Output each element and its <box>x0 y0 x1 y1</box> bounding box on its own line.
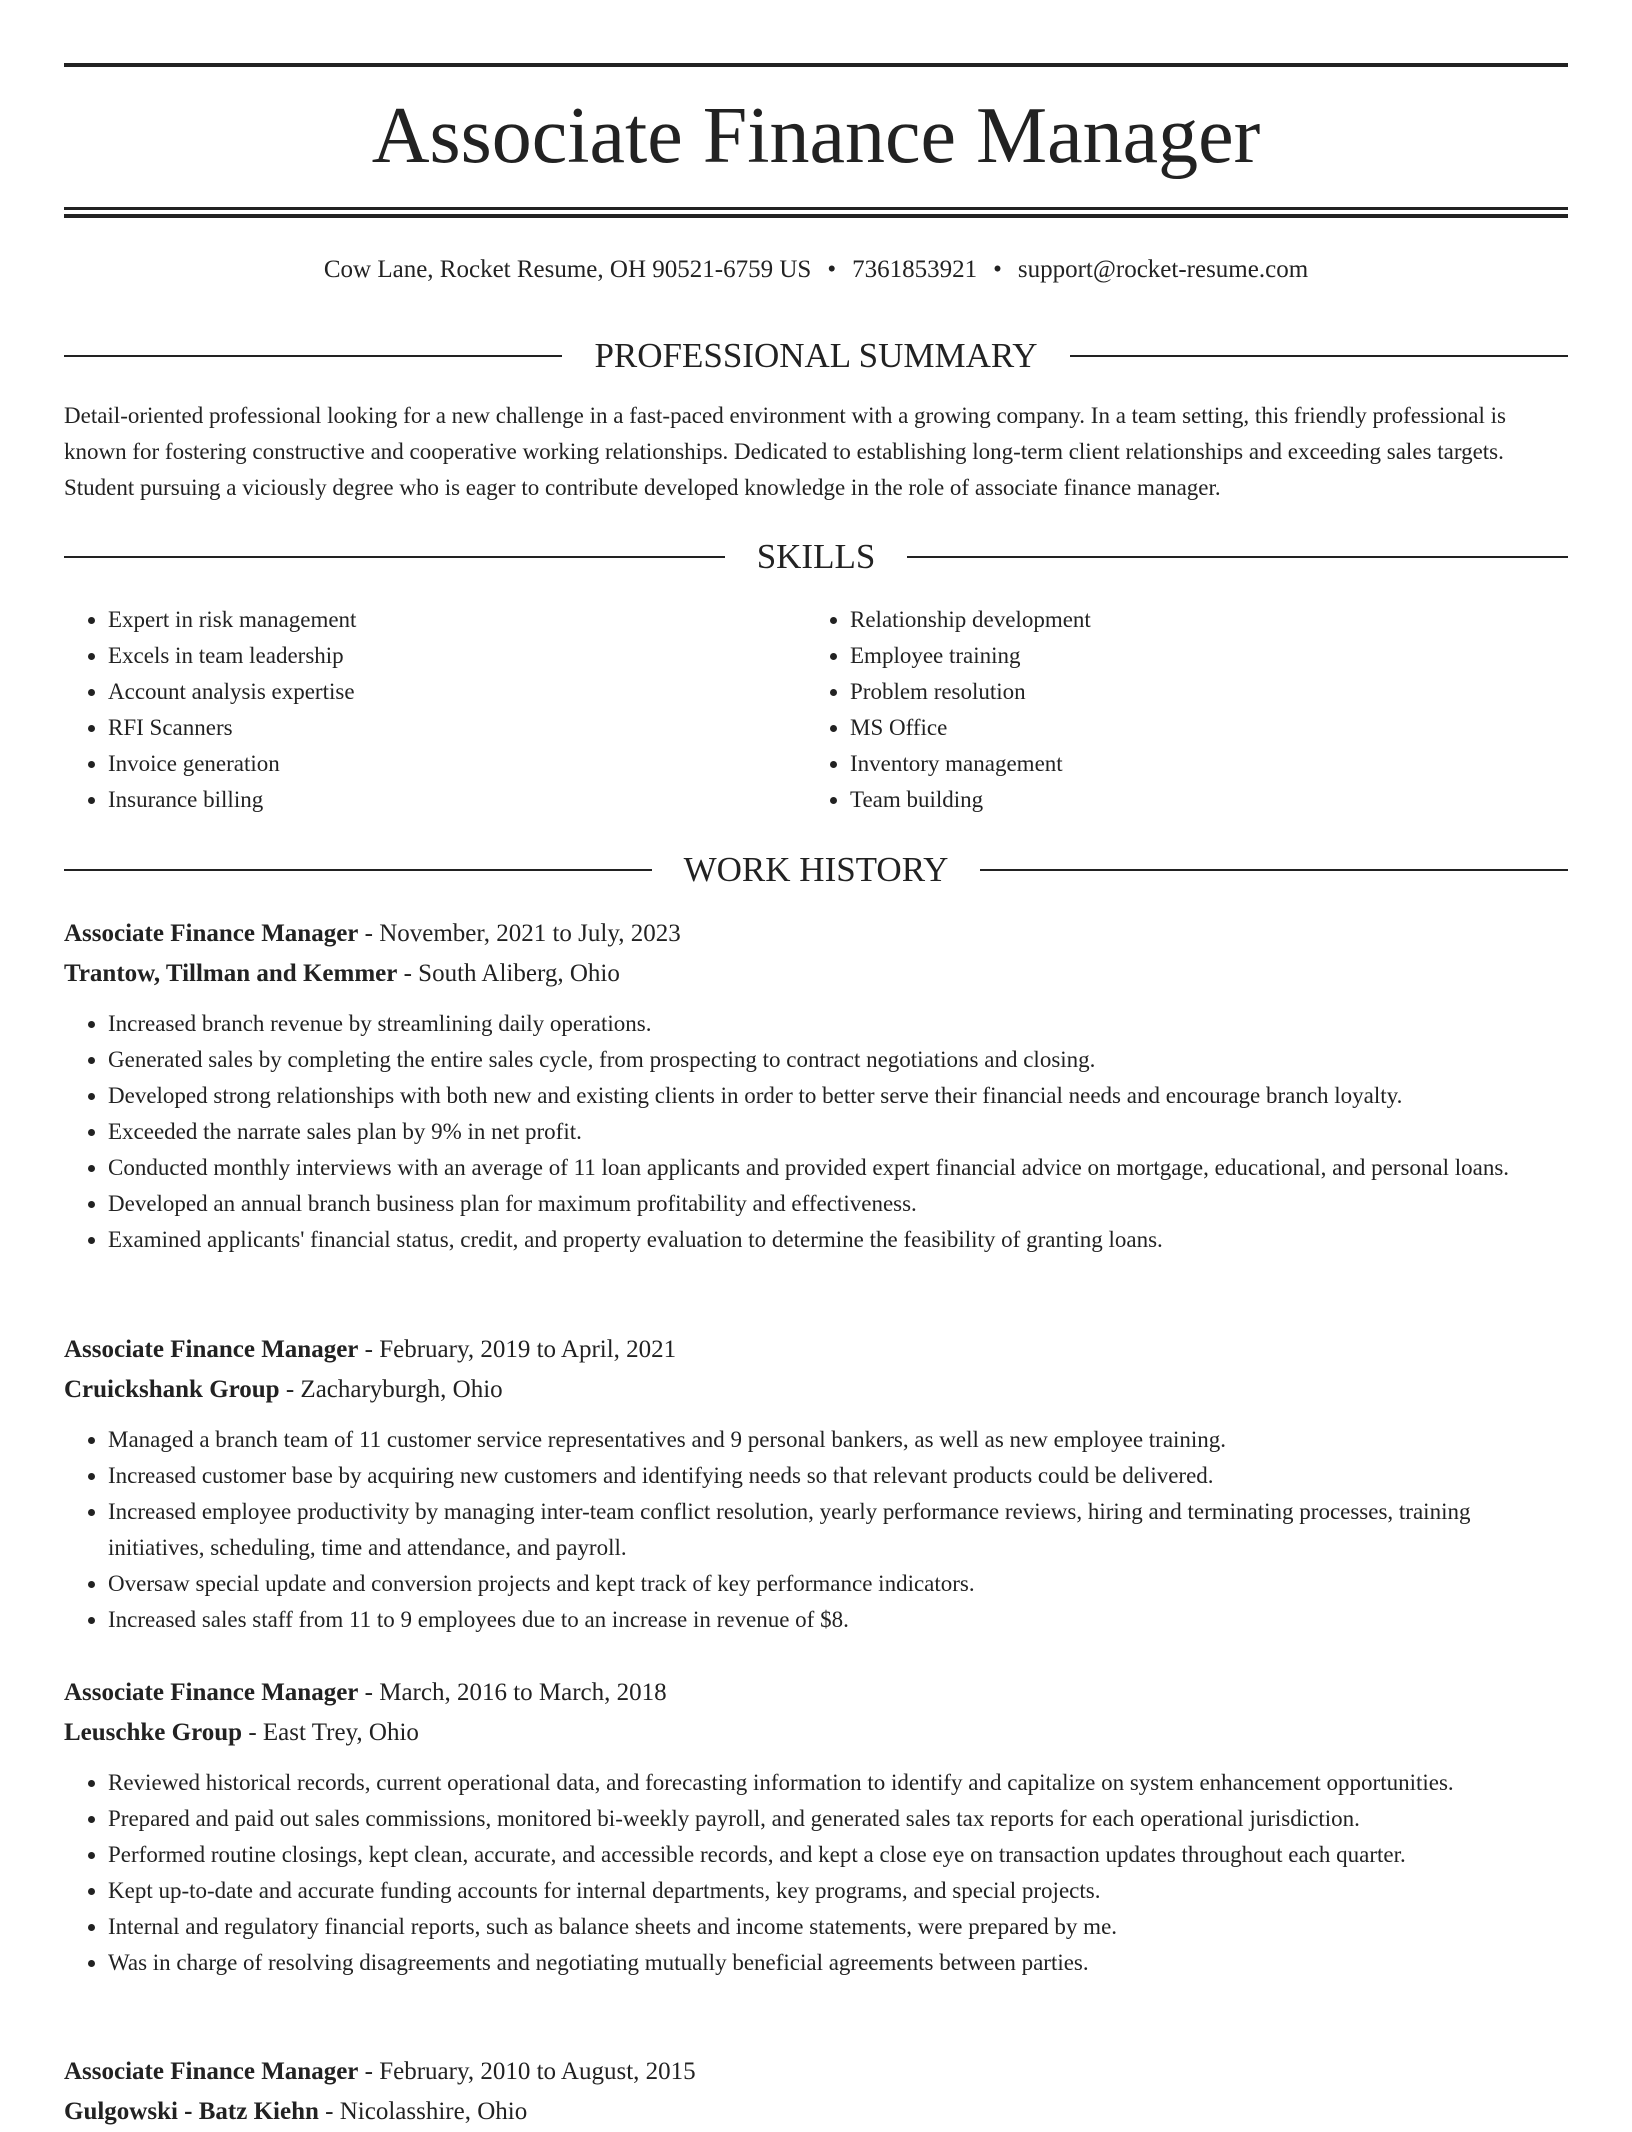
skill-item: • Excels in team leadership <box>108 638 808 674</box>
job-title-line <box>64 2052 1568 2092</box>
skill-item: • Invoice generation <box>108 746 808 782</box>
job-bullets <box>64 1765 1568 1981</box>
job-bullet: • Examined applicants' financial status, credit, and property evaluation to determine the feasibility of granting loans. <box>108 1222 1568 1258</box>
job-location: - Zacharyburgh, Ohio <box>279 1376 503 1403</box>
section-title-summary: PROFESSIONAL SUMMARY <box>594 336 1038 375</box>
contact-address: Cow Lane, Rocket Resume, OH 90521-6759 US <box>323 256 812 283</box>
skill-item: • Insurance billing <box>108 782 808 818</box>
job-bullet: • Exceeded the narrate sales plan by 9% in net profit. <box>108 1114 1568 1150</box>
job-company: Gulgowski - Batz Kiehn <box>64 2098 319 2125</box>
job-title: Associate Finance Manager <box>64 1679 359 1706</box>
job-bullet: • Increased customer base by acquiring new customers and identifying needs so that relevant products could be delivered. <box>108 1458 1568 1494</box>
job-bullet: • Generated sales by completing the entire sales cycle, from prospecting to contract negotiations and closing. <box>108 1042 1568 1078</box>
job-bullet: • Increased sales staff from 11 to 9 employees due to an increase in revenue of $8. <box>108 1602 1568 1638</box>
section-rule-left <box>64 355 562 357</box>
job-bullet: • Managed a branch team of 11 customer service representatives and 9 personal bankers, as well as new employee training. <box>108 1422 1568 1458</box>
section-header-skills <box>64 535 1568 579</box>
job-title-line <box>64 1673 1568 1713</box>
job-bullets <box>64 1422 1568 1638</box>
job-bullet: • Kept up-to-date and accurate funding accounts for internal departments, key programs, and special projects. <box>108 1873 1568 1909</box>
section-title-work-history: WORK HISTORY <box>683 850 949 889</box>
header-top-rule <box>64 63 1568 67</box>
resume-title: Associate Finance Manager <box>371 92 1261 180</box>
contact-email: support@rocket-resume.com <box>1017 256 1309 283</box>
skill-item: • Expert in risk management <box>108 602 808 638</box>
job-bullet: • Internal and regulatory financial reports, such as balance sheets and income statements, were prepared by me. <box>108 1909 1568 1945</box>
section-header-work-history <box>64 848 1568 892</box>
job-title-line <box>64 1330 1568 1370</box>
job-dates: - March, 2016 to March, 2018 <box>358 1679 667 1706</box>
job-title: Associate Finance Manager <box>64 2058 359 2085</box>
job-bullet: • Performed routine closings, kept clean, accurate, and accessible records, and kept a close eye on transaction updates throughout each quarter. <box>108 1837 1568 1873</box>
section-rule-left <box>64 869 652 871</box>
job-bullet: • Was in charge of resolving disagreements and negotiating mutually beneficial agreements between parties. <box>108 1945 1568 1981</box>
job-bullets <box>64 1006 1568 1258</box>
job-location: - East Trey, Ohio <box>242 1719 419 1746</box>
skill-item: • MS Office <box>850 710 1550 746</box>
job-entry <box>64 1330 1568 1638</box>
section-rule-right <box>1070 355 1568 357</box>
skill-item: • Problem resolution <box>850 674 1550 710</box>
skill-item: • Relationship development <box>850 602 1550 638</box>
job-title: Associate Finance Manager <box>64 1336 359 1363</box>
skill-item: • Inventory management <box>850 746 1550 782</box>
skills-list-left <box>64 602 808 818</box>
job-title: Associate Finance Manager <box>64 920 359 947</box>
section-title-skills: SKILLS <box>756 537 876 576</box>
job-bullet: • Conducted monthly interviews with an average of 11 loan applicants and provided expert financial advice on mortgage, educational, and personal loans. <box>108 1150 1568 1186</box>
job-company-line <box>64 954 1568 994</box>
contact-separator: • <box>993 256 1002 283</box>
skill-item: • Account analysis expertise <box>108 674 808 710</box>
job-bullet: • Developed an annual branch business plan for maximum profitability and effectiveness. <box>108 1186 1568 1222</box>
header-double-rule-lower <box>64 214 1568 218</box>
job-company-line <box>64 2092 1568 2132</box>
skill-item: • Team building <box>850 782 1550 818</box>
job-bullet: • Oversaw special update and conversion projects and kept track of key performance indicators. <box>108 1566 1568 1602</box>
job-entry <box>64 2052 1568 2132</box>
skill-item: • Employee training <box>850 638 1550 674</box>
job-bullet: • Reviewed historical records, current operational data, and forecasting information to identify and capitalize on system enhancement opportunities. <box>108 1765 1568 1801</box>
header-double-rule-upper <box>64 207 1568 210</box>
job-bullet: • Prepared and paid out sales commissions, monitored bi-weekly payroll, and generated sales tax reports for each operational jurisdiction. <box>108 1801 1568 1837</box>
job-location: - South Aliberg, Ohio <box>397 960 620 987</box>
section-header-summary <box>64 334 1568 378</box>
section-rule-right <box>980 869 1568 871</box>
job-bullet: • Developed strong relationships with both new and existing clients in order to better serve their financial needs and encourage branch loyalty. <box>108 1078 1568 1114</box>
job-entry <box>64 1673 1568 1981</box>
section-rule-left <box>64 556 725 558</box>
job-dates: - February, 2019 to April, 2021 <box>358 1336 677 1363</box>
job-company: Leuschke Group <box>64 1719 243 1746</box>
section-rule-right <box>907 556 1568 558</box>
skills-list-right <box>806 602 1550 818</box>
job-location: - Nicolasshire, Ohio <box>318 2098 528 2125</box>
job-company-line <box>64 1713 1568 1753</box>
job-title-line <box>64 914 1568 954</box>
job-dates: - February, 2010 to August, 2015 <box>358 2058 696 2085</box>
job-bullet: • Increased employee productivity by managing inter-team conflict resolution, yearly performance reviews, hiring and terminating processes, training initiatives, scheduling, time and attendance, and payroll. <box>108 1494 1568 1566</box>
job-dates: - November, 2021 to July, 2023 <box>358 920 681 947</box>
contact-phone: 7361853921 <box>852 256 978 283</box>
job-company-line <box>64 1370 1568 1410</box>
professional-summary-text: Detail-oriented professional looking for a new challenge in a fast-paced environment with a growing company. In a team setting, this friendly professional is known for fostering constructive and cooperative working relationships. Dedicated to establishing long-term client relationships and exceeding sales targets. Student pursuing a viciously degree who is eager to contribute developed knowledge in the role of associate finance manager. <box>64 403 1506 500</box>
contact-line <box>64 252 1568 288</box>
job-company: Trantow, Tillman and Kemmer <box>64 960 398 987</box>
job-entry <box>64 914 1568 1258</box>
job-bullet: • Increased branch revenue by streamlining daily operations. <box>108 1006 1568 1042</box>
job-company: Cruickshank Group <box>64 1376 280 1403</box>
skill-item: • RFI Scanners <box>108 710 808 746</box>
contact-separator: • <box>827 256 837 283</box>
